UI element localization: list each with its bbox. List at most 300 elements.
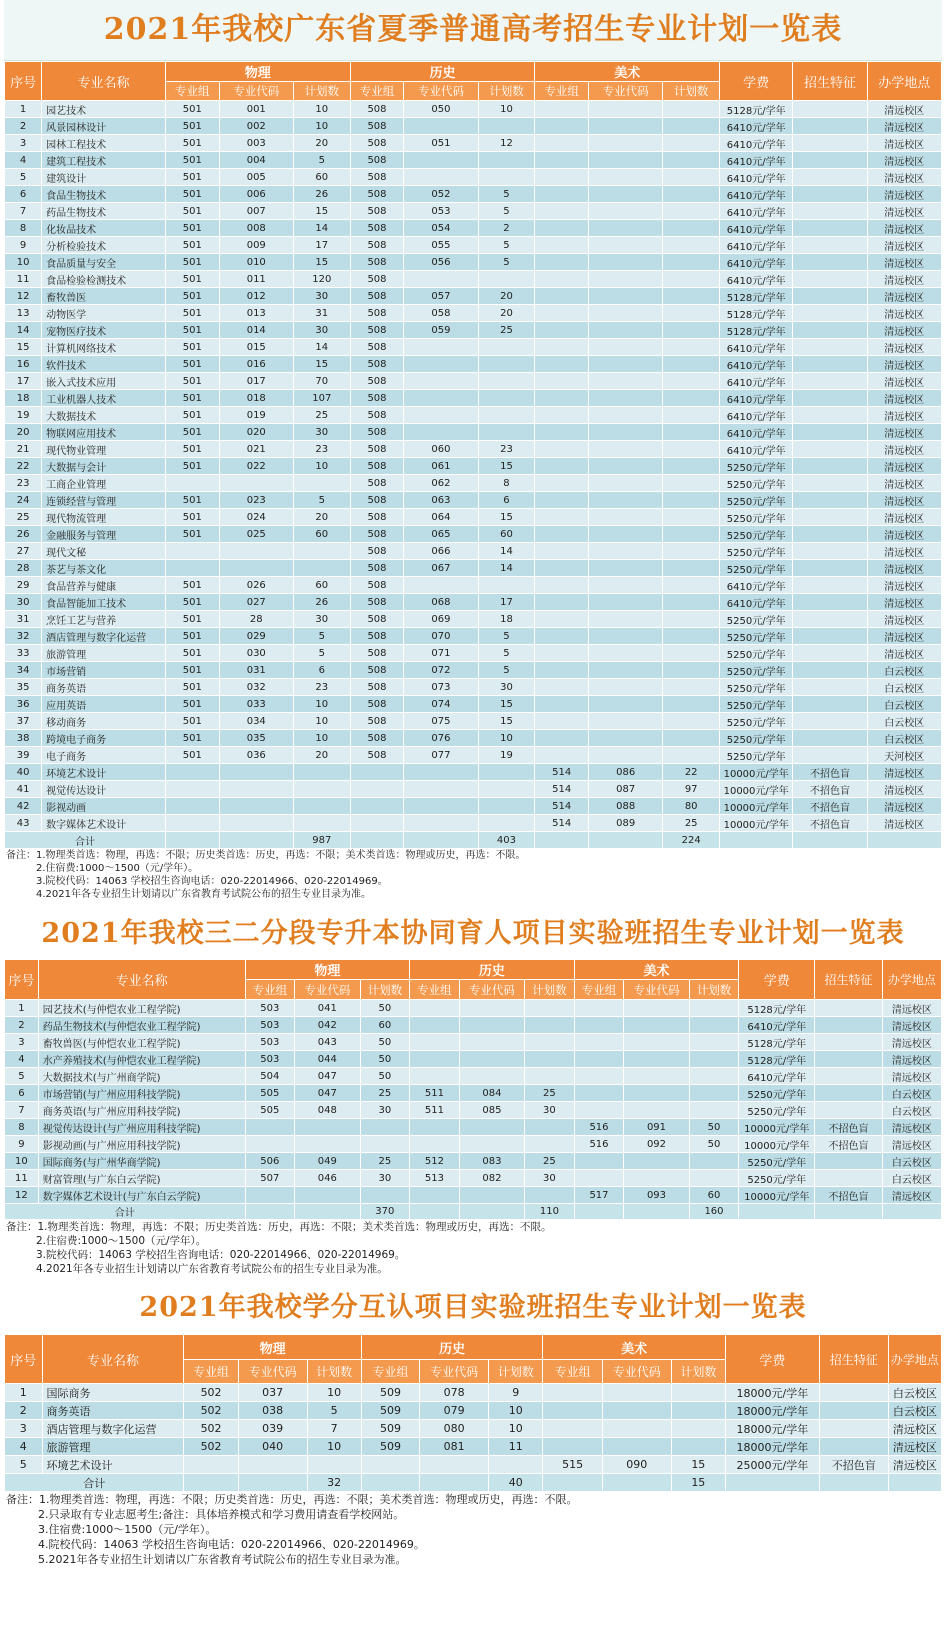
art-group-cell	[535, 594, 589, 611]
art-code-cell	[589, 373, 663, 390]
table-row	[5, 1119, 942, 1136]
history-group-cell: 508	[350, 288, 404, 305]
physics-code-cell	[295, 1136, 360, 1153]
major-name-cell: 大数据与会计	[42, 458, 166, 475]
seq-cell: 38	[5, 730, 42, 747]
history-plan-cell: 30	[525, 1102, 575, 1119]
history-plan-cell: 18	[478, 611, 535, 628]
art-group-cell	[535, 237, 589, 254]
physics-code-cell: 28	[219, 611, 293, 628]
history-group-cell: 508	[350, 458, 404, 475]
seq-cell: 26	[5, 526, 42, 543]
enroll-feature-cell	[793, 322, 867, 339]
table-row	[5, 407, 942, 424]
header-feature: 招生特征	[819, 1335, 888, 1384]
major-name-cell: 烹饪工艺与营养	[42, 611, 166, 628]
tuition-cell: 18000元/学年	[725, 1420, 819, 1438]
history-code-cell: 075	[404, 713, 478, 730]
major-name-cell: 跨境电子商务	[42, 730, 166, 747]
physics-group-cell: 501	[165, 526, 219, 543]
history-code-cell: 072	[404, 662, 478, 679]
physics-code-cell	[219, 798, 293, 815]
tuition-cell: 6410元/学年	[739, 1068, 815, 1085]
art-plan-cell	[663, 407, 720, 424]
art-code-cell	[624, 1153, 689, 1170]
seq-cell: 36	[5, 696, 42, 713]
physics-code-cell: 033	[219, 696, 293, 713]
total-physics: 32	[307, 1474, 361, 1492]
table-row	[5, 492, 942, 509]
art-plan-cell	[663, 730, 720, 747]
table-row	[5, 254, 942, 271]
major-name-cell: 酒店管理与数字化运营	[42, 1420, 184, 1438]
enroll-feature-cell	[819, 1402, 888, 1420]
physics-code-cell: 047	[295, 1068, 360, 1085]
art-plan-cell	[689, 1102, 739, 1119]
major-name-cell: 商务英语	[42, 679, 166, 696]
seq-cell: 30	[5, 594, 42, 611]
seq-cell: 37	[5, 713, 42, 730]
table-row	[5, 526, 942, 543]
physics-group-cell: 501	[165, 135, 219, 152]
history-code-cell	[404, 764, 478, 781]
art-group-cell	[574, 1034, 624, 1051]
physics-plan-cell: 15	[293, 203, 350, 220]
table-row	[5, 441, 942, 458]
physics-plan-cell: 23	[293, 441, 350, 458]
header-history: 历史	[350, 62, 535, 82]
physics-group-cell	[165, 764, 219, 781]
art-code-cell	[589, 730, 663, 747]
physics-code-cell: 008	[219, 220, 293, 237]
tuition-cell: 25000元/学年	[725, 1456, 819, 1474]
art-code-cell	[589, 543, 663, 560]
seq-cell: 18	[5, 390, 42, 407]
seq-cell: 13	[5, 305, 42, 322]
physics-group-cell: 501	[165, 305, 219, 322]
tuition-cell: 6410元/学年	[720, 390, 793, 407]
campus-cell: 清远校区	[867, 203, 941, 220]
header-group: 专业组	[535, 82, 589, 101]
physics-code-cell: 002	[219, 118, 293, 135]
enroll-feature-cell	[793, 560, 867, 577]
history-group-cell: 508	[350, 730, 404, 747]
history-group-cell: 508	[350, 662, 404, 679]
history-code-cell	[420, 1456, 489, 1474]
table3	[4, 1334, 942, 1492]
history-group-cell: 508	[350, 509, 404, 526]
history-group-cell: 508	[350, 713, 404, 730]
art-code-cell: 093	[624, 1187, 689, 1204]
history-group-cell: 508	[350, 339, 404, 356]
campus-cell: 清远校区	[867, 781, 941, 798]
history-plan-cell	[478, 764, 535, 781]
total-art: 15	[671, 1474, 725, 1492]
table-row	[5, 662, 942, 679]
history-plan-cell: 12	[478, 135, 535, 152]
campus-cell: 白云校区	[867, 730, 941, 747]
enroll-feature-cell	[793, 475, 867, 492]
history-plan-cell: 25	[478, 322, 535, 339]
physics-group-cell: 506	[245, 1153, 295, 1170]
history-code-cell	[459, 1068, 524, 1085]
physics-plan-cell	[293, 781, 350, 798]
tuition-cell: 5250元/学年	[720, 543, 793, 560]
history-group-cell: 508	[350, 645, 404, 662]
enroll-feature-cell: 不招色盲	[793, 764, 867, 781]
art-plan-cell	[663, 186, 720, 203]
tuition-cell: 18000元/学年	[725, 1402, 819, 1420]
major-name-cell: 市场营销(与广州应用科技学院)	[38, 1085, 245, 1102]
enroll-feature-cell	[815, 1153, 883, 1170]
header-code: 专业代码	[589, 82, 663, 101]
history-code-cell	[459, 1136, 524, 1153]
enroll-feature-cell	[793, 407, 867, 424]
history-code-cell: 058	[404, 305, 478, 322]
art-group-cell	[535, 322, 589, 339]
enroll-feature-cell	[793, 458, 867, 475]
header-plan: 计划数	[663, 82, 720, 101]
major-name-cell: 宠物医疗技术	[42, 322, 166, 339]
physics-group-cell: 501	[165, 220, 219, 237]
art-code-cell	[589, 407, 663, 424]
table-row	[5, 628, 942, 645]
history-group-cell: 508	[350, 237, 404, 254]
physics-code-cell: 039	[238, 1420, 307, 1438]
art-plan-cell	[663, 152, 720, 169]
art-plan-cell	[663, 611, 720, 628]
major-name-cell: 食品质量与安全	[42, 254, 166, 271]
tuition-cell: 5250元/学年	[720, 611, 793, 628]
tuition-cell: 5250元/学年	[720, 475, 793, 492]
history-plan-cell: 2	[478, 220, 535, 237]
art-plan-cell	[663, 662, 720, 679]
physics-code-cell: 017	[219, 373, 293, 390]
seq-cell: 6	[5, 186, 42, 203]
tuition-cell: 5128元/学年	[720, 288, 793, 305]
history-code-cell: 051	[404, 135, 478, 152]
campus-cell: 清远校区	[867, 271, 941, 288]
tuition-cell: 6410元/学年	[720, 254, 793, 271]
art-plan-cell	[663, 509, 720, 526]
history-group-cell: 508	[350, 169, 404, 186]
major-name-cell: 旅游管理	[42, 1438, 184, 1456]
physics-group-cell: 501	[165, 713, 219, 730]
physics-group-cell: 501	[165, 237, 219, 254]
art-plan-cell	[663, 220, 720, 237]
tuition-cell: 6410元/学年	[720, 186, 793, 203]
history-plan-cell: 8	[478, 475, 535, 492]
seq-cell: 12	[5, 288, 42, 305]
campus-cell: 白云校区	[888, 1402, 941, 1420]
physics-code-cell: 041	[295, 1000, 360, 1017]
history-plan-cell: 20	[478, 305, 535, 322]
history-code-cell: 083	[459, 1153, 524, 1170]
art-code-cell: 087	[589, 781, 663, 798]
physics-plan-cell	[293, 475, 350, 492]
history-group-cell: 508	[350, 254, 404, 271]
art-code-cell	[624, 1102, 689, 1119]
tuition-cell: 6410元/学年	[720, 356, 793, 373]
physics-code-cell: 043	[295, 1034, 360, 1051]
history-group-cell: 508	[350, 475, 404, 492]
physics-plan-cell: 5	[293, 152, 350, 169]
history-plan-cell	[525, 1000, 575, 1017]
table-row	[5, 1034, 942, 1051]
art-plan-cell	[689, 1000, 739, 1017]
physics-code-cell: 011	[219, 271, 293, 288]
header-fee: 学费	[739, 960, 815, 1000]
tuition-cell: 18000元/学年	[725, 1438, 819, 1456]
art-code-cell	[602, 1420, 671, 1438]
history-plan-cell: 30	[478, 679, 535, 696]
enroll-feature-cell: 不招色盲	[815, 1136, 883, 1153]
history-plan-cell	[478, 356, 535, 373]
art-plan-cell	[671, 1420, 725, 1438]
tuition-cell: 5250元/学年	[720, 662, 793, 679]
physics-group-cell: 501	[165, 322, 219, 339]
history-group-cell: 508	[350, 407, 404, 424]
table2-title: 2021年我校三二分段专升本协同育人项目实验班招生专业计划一览表	[41, 918, 905, 949]
table-row	[5, 135, 942, 152]
physics-code-cell: 047	[295, 1085, 360, 1102]
header-art: 美术	[574, 960, 739, 980]
table-row	[5, 730, 942, 747]
major-name-cell: 工商企业管理	[42, 475, 166, 492]
table-row	[5, 271, 942, 288]
history-code-cell: 078	[420, 1384, 489, 1402]
history-group-cell	[410, 1000, 460, 1017]
physics-plan-cell: 107	[293, 390, 350, 407]
seq-cell: 2	[5, 1402, 43, 1420]
art-plan-cell: 50	[689, 1119, 739, 1136]
major-name-cell: 计算机网络技术	[42, 339, 166, 356]
physics-code-cell: 048	[295, 1102, 360, 1119]
major-name-cell: 食品生物技术	[42, 186, 166, 203]
note-line: 备注：1.物理类首选：物理，再选：不限；历史类首选：历史，再选：不限；美术类首选：物理或历史，再选：不限。	[6, 1493, 578, 1506]
enroll-feature-cell	[815, 1051, 883, 1068]
art-plan-cell	[663, 560, 720, 577]
enroll-feature-cell	[793, 628, 867, 645]
art-code-cell: 092	[624, 1136, 689, 1153]
art-code-cell	[589, 696, 663, 713]
physics-group-cell: 501	[165, 679, 219, 696]
physics-group-cell: 501	[165, 611, 219, 628]
header-seq: 序号	[5, 62, 42, 101]
seq-cell: 32	[5, 628, 42, 645]
campus-cell: 清远校区	[867, 815, 941, 832]
history-group-cell	[410, 1034, 460, 1051]
table-row	[5, 118, 942, 135]
art-group-cell	[574, 1000, 624, 1017]
enroll-feature-cell: 不招色盲	[793, 798, 867, 815]
art-plan-cell: 50	[689, 1136, 739, 1153]
history-group-cell: 508	[350, 305, 404, 322]
seq-cell: 41	[5, 781, 42, 798]
tuition-cell: 5128元/学年	[720, 101, 793, 118]
history-plan-cell	[525, 1017, 575, 1034]
physics-plan-cell: 25	[293, 407, 350, 424]
history-group-cell: 508	[350, 594, 404, 611]
table-row	[5, 1136, 942, 1153]
physics-group-cell: 501	[165, 288, 219, 305]
physics-code-cell: 015	[219, 339, 293, 356]
tuition-cell: 5128元/学年	[739, 1034, 815, 1051]
art-plan-cell	[663, 254, 720, 271]
seq-cell: 31	[5, 611, 42, 628]
art-group-cell	[535, 747, 589, 764]
art-code-cell	[589, 254, 663, 271]
major-name-cell: 大数据技术	[42, 407, 166, 424]
physics-code-cell: 009	[219, 237, 293, 254]
art-code-cell	[602, 1438, 671, 1456]
art-group-cell	[574, 1153, 624, 1170]
table-row	[5, 679, 942, 696]
art-group-cell	[535, 118, 589, 135]
art-plan-cell	[663, 288, 720, 305]
header-code: 专业代码	[404, 82, 478, 101]
major-name-cell: 食品检验检测技术	[42, 271, 166, 288]
seq-cell: 3	[5, 1034, 39, 1051]
history-code-cell: 085	[459, 1102, 524, 1119]
art-group-cell	[574, 1051, 624, 1068]
enroll-feature-cell	[793, 662, 867, 679]
major-name-cell: 食品营养与健康	[42, 577, 166, 594]
physics-plan-cell: 50	[360, 1000, 410, 1017]
major-name-cell: 风景园林设计	[42, 118, 166, 135]
table1-notes	[0, 849, 946, 901]
art-code-cell	[589, 101, 663, 118]
history-code-cell: 084	[459, 1085, 524, 1102]
history-group-cell: 508	[350, 441, 404, 458]
table-row	[5, 169, 942, 186]
seq-cell: 1	[5, 101, 42, 118]
header-plan: 计划数	[293, 82, 350, 101]
history-plan-cell: 19	[478, 747, 535, 764]
major-name-cell: 视觉传达设计	[42, 781, 166, 798]
seq-cell: 10	[5, 1153, 39, 1170]
art-group-cell	[535, 288, 589, 305]
enroll-feature-cell	[815, 1170, 883, 1187]
art-plan-cell	[663, 492, 720, 509]
header-plan: 计划数	[671, 1360, 725, 1384]
physics-code-cell: 013	[219, 305, 293, 322]
history-group-cell: 508	[350, 424, 404, 441]
seq-cell: 8	[5, 220, 42, 237]
seq-cell: 43	[5, 815, 42, 832]
header-physics: 物理	[245, 960, 410, 980]
enroll-feature-cell	[815, 1068, 883, 1085]
art-code-cell: 088	[589, 798, 663, 815]
table-row	[5, 1384, 942, 1402]
physics-code-cell: 042	[295, 1017, 360, 1034]
art-group-cell: 516	[574, 1119, 624, 1136]
header-campus: 办学地点	[882, 960, 941, 1000]
table-row	[5, 1170, 942, 1187]
seq-cell: 21	[5, 441, 42, 458]
physics-group-cell: 501	[165, 696, 219, 713]
physics-plan-cell: 50	[360, 1034, 410, 1051]
physics-plan-cell	[293, 764, 350, 781]
physics-code-cell: 010	[219, 254, 293, 271]
physics-plan-cell: 10	[293, 730, 350, 747]
physics-code-cell: 032	[219, 679, 293, 696]
history-code-cell	[404, 271, 478, 288]
header-campus: 办学地点	[867, 62, 941, 101]
major-name-cell: 现代物业管理	[42, 441, 166, 458]
physics-plan-cell: 70	[293, 373, 350, 390]
total-physics: 370	[360, 1204, 410, 1220]
table-row	[5, 475, 942, 492]
physics-group-cell: 501	[165, 356, 219, 373]
art-group-cell	[535, 441, 589, 458]
history-group-cell: 508	[350, 118, 404, 135]
campus-cell: 天河校区	[867, 747, 941, 764]
history-code-cell: 064	[404, 509, 478, 526]
history-group-cell: 508	[350, 203, 404, 220]
major-name-cell: 园林工程技术	[42, 135, 166, 152]
art-plan-cell	[671, 1384, 725, 1402]
major-name-cell: 畜牧兽医	[42, 288, 166, 305]
art-code-cell	[589, 271, 663, 288]
note-line: 3.院校代码：14063 学校招生咨询电话：020-22014966、020-22014969。	[36, 1249, 406, 1261]
seq-cell: 39	[5, 747, 42, 764]
physics-group-cell: 501	[165, 390, 219, 407]
major-name-cell: 畜牧兽医(与仲恺农业工程学院)	[38, 1034, 245, 1051]
physics-plan-cell: 30	[293, 611, 350, 628]
art-code-cell: 089	[589, 815, 663, 832]
art-group-cell	[535, 713, 589, 730]
campus-cell: 清远校区	[867, 220, 941, 237]
physics-plan-cell: 60	[293, 526, 350, 543]
enroll-feature-cell: 不招色盲	[793, 815, 867, 832]
art-group-cell	[535, 356, 589, 373]
history-code-cell: 057	[404, 288, 478, 305]
campus-cell: 清远校区	[867, 611, 941, 628]
history-group-cell: 508	[350, 526, 404, 543]
major-name-cell: 连锁经营与管理	[42, 492, 166, 509]
major-name-cell: 环境艺术设计	[42, 1456, 184, 1474]
table-row	[5, 781, 942, 798]
physics-plan-cell: 60	[360, 1017, 410, 1034]
table-row	[5, 1420, 942, 1438]
history-group-cell: 508	[350, 611, 404, 628]
enroll-feature-cell	[815, 1000, 883, 1017]
header-code: 专业代码	[624, 980, 689, 1000]
physics-plan-cell: 14	[293, 220, 350, 237]
major-name-cell: 影视动画(与广州应用科技学院)	[38, 1136, 245, 1153]
major-name-cell: 电子商务	[42, 747, 166, 764]
history-group-cell: 511	[410, 1085, 460, 1102]
physics-code-cell: 022	[219, 458, 293, 475]
physics-group-cell: 501	[165, 424, 219, 441]
physics-plan-cell	[360, 1119, 410, 1136]
art-plan-cell	[689, 1034, 739, 1051]
major-name-cell: 现代物流管理	[42, 509, 166, 526]
art-plan-cell: 60	[689, 1187, 739, 1204]
physics-plan-cell: 5	[307, 1402, 361, 1420]
note-line: 备注：1.物理类首选：物理，再选：不限；历史类首选：历史，再选：不限；美术类首选：物理或历史，再选：不限。	[6, 850, 526, 861]
art-code-cell	[624, 1085, 689, 1102]
tuition-cell: 10000元/学年	[720, 781, 793, 798]
campus-cell: 清远校区	[882, 1136, 941, 1153]
history-code-cell: 068	[404, 594, 478, 611]
history-plan-cell: 5	[478, 237, 535, 254]
art-code-cell: 086	[589, 764, 663, 781]
art-code-cell	[589, 390, 663, 407]
history-plan-cell: 10	[478, 101, 535, 118]
seq-cell: 1	[5, 1384, 43, 1402]
